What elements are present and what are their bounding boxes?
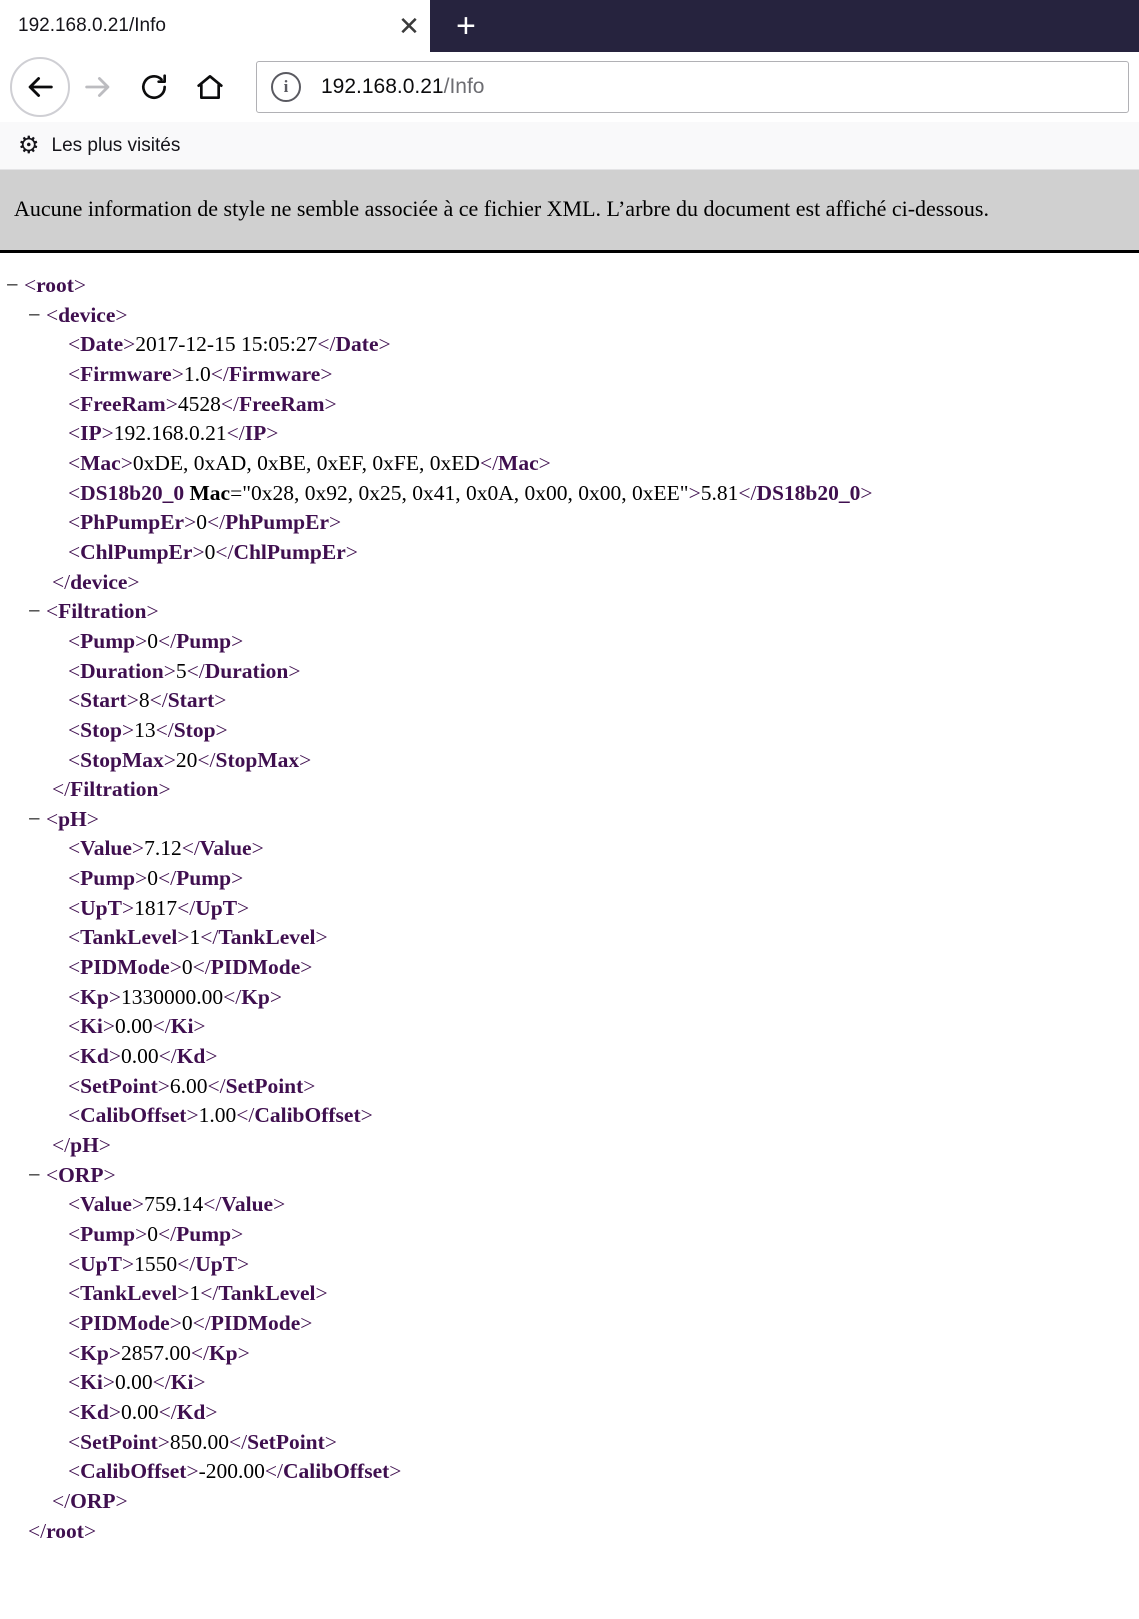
tab-title: 192.168.0.21/Info [18, 15, 166, 36]
xml-leaf-caliboffset: <CalibOffset>-200.00</CalibOffset> [68, 1459, 402, 1484]
xml-leaf-value: <Value>7.12</Value> [68, 836, 264, 861]
xml-leaf-ip: <IP>192.168.0.21</IP> [68, 421, 279, 446]
xml-node-close: </pH> [52, 1133, 111, 1158]
xml-leaf-pump: <Pump>0</Pump> [68, 866, 244, 891]
xml-leaf-pump: <Pump>0</Pump> [68, 628, 244, 653]
xml-leaf-stopmax: <StopMax>20</StopMax> [68, 747, 312, 772]
xml-node-close: </device> [52, 569, 140, 594]
bookmark-most-visited[interactable] [18, 131, 181, 159]
xml-tree [0, 253, 1139, 1546]
tab-strip-background [430, 0, 1139, 52]
tab-strip [0, 0, 1139, 52]
expand-toggle-icon[interactable]: − [28, 806, 41, 831]
navigation-toolbar [0, 52, 1139, 122]
xml-node-close: </ORP> [52, 1488, 128, 1513]
bookmark-label: Les plus visités [51, 134, 181, 156]
xml-leaf-firmware: <Firmware>1.0</Firmware> [68, 361, 333, 386]
xml-node-open: − <pH> [28, 806, 99, 831]
xml-leaf-upt: <UpT>1550</UpT> [68, 1251, 250, 1276]
xml-leaf-ds18b20_0: <DS18b20_0 Mac="0x28, 0x92, 0x25, 0x41, 0x0A, 0x00, 0x00, 0xEE">5.81</DS18b20_0> [68, 480, 873, 505]
close-icon[interactable]: ✕ [398, 11, 420, 41]
expand-toggle-icon[interactable]: − [6, 273, 19, 297]
reload-icon[interactable] [126, 59, 182, 115]
xml-leaf-tanklevel: <TankLevel>1</TankLevel> [68, 925, 328, 950]
plus-icon[interactable]: + [456, 7, 476, 45]
xml-leaf-tanklevel: <TankLevel>1</TankLevel> [68, 1281, 328, 1306]
gear-icon: ⚙ [18, 131, 40, 159]
back-arrow-icon[interactable] [10, 57, 70, 117]
xml-leaf-upt: <UpT>1817</UpT> [68, 895, 250, 920]
xml-leaf-phpumper: <PhPumpEr>0</PhPumpEr> [68, 510, 342, 535]
xml-leaf-caliboffset: <CalibOffset>1.00</CalibOffset> [68, 1103, 373, 1128]
expand-toggle-icon[interactable]: − [28, 302, 41, 327]
url-host: 192.168.0.21 [321, 75, 444, 98]
address-bar[interactable] [256, 61, 1129, 113]
xml-leaf-setpoint: <SetPoint>6.00</SetPoint> [68, 1073, 316, 1098]
xml-leaf-duration: <Duration>5</Duration> [68, 658, 301, 683]
xml-leaf-pidmode: <PIDMode>0</PIDMode> [68, 1310, 313, 1335]
xml-node-root-close: </root> [28, 1518, 97, 1543]
expand-toggle-icon[interactable]: − [28, 1162, 41, 1187]
xml-leaf-kp: <Kp>2857.00</Kp> [68, 1340, 250, 1365]
xml-style-notice: Aucune information de style ne semble associée à ce fichier XML. L’arbre du document est affiché ci-dessous. [0, 170, 1139, 253]
browser-tab[interactable] [0, 0, 430, 52]
xml-leaf-pidmode: <PIDMode>0</PIDMode> [68, 955, 313, 980]
xml-leaf-value: <Value>759.14</Value> [68, 1192, 286, 1217]
home-icon[interactable] [182, 59, 238, 115]
xml-leaf-kd: <Kd>0.00</Kd> [68, 1044, 218, 1069]
bookmarks-toolbar [0, 122, 1139, 170]
xml-leaf-start: <Start>8</Start> [68, 688, 227, 713]
xml-node-root-open: − <root> [6, 273, 87, 297]
xml-leaf-stop: <Stop>13</Stop> [68, 717, 228, 742]
url-path: /Info [443, 75, 485, 98]
xml-node-open: − <Filtration> [28, 599, 159, 624]
xml-leaf-mac: <Mac>0xDE, 0xAD, 0xBE, 0xEF, 0xFE, 0xED</Mac> [68, 450, 551, 475]
xml-leaf-freeram: <FreeRam>4528</FreeRam> [68, 391, 337, 416]
xml-leaf-date: <Date>2017-12-15 15:05:27</Date> [68, 332, 391, 357]
xml-leaf-ki: <Ki>0.00</Ki> [68, 1370, 206, 1395]
xml-leaf-ki: <Ki>0.00</Ki> [68, 1014, 206, 1039]
xml-leaf-setpoint: <SetPoint>850.00</SetPoint> [68, 1429, 337, 1454]
xml-node-open: − <ORP> [28, 1162, 116, 1187]
xml-node-close: </Filtration> [52, 777, 171, 802]
xml-leaf-pump: <Pump>0</Pump> [68, 1222, 244, 1246]
info-circle-icon[interactable]: i [271, 72, 301, 102]
expand-toggle-icon[interactable]: − [28, 599, 41, 624]
forward-arrow-icon [70, 59, 126, 115]
xml-node-open: − <device> [28, 302, 128, 327]
xml-leaf-chlpumper: <ChlPumpEr>0</ChlPumpEr> [68, 539, 358, 564]
xml-leaf-kd: <Kd>0.00</Kd> [68, 1399, 218, 1424]
url-text [321, 75, 485, 99]
xml-leaf-kp: <Kp>1330000.00</Kp> [68, 984, 283, 1009]
xml-tree-content [0, 271, 1139, 1546]
